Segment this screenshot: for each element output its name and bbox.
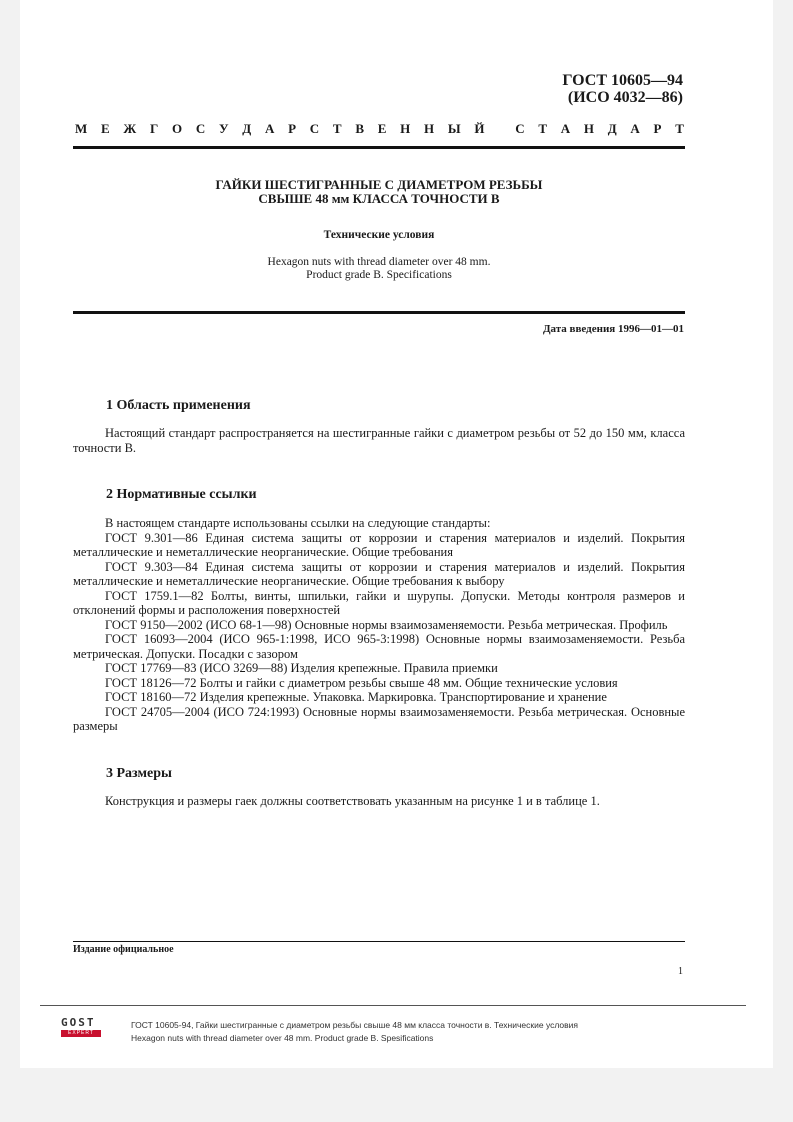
english-title-line-2: Product grade B. Specifications bbox=[306, 269, 452, 281]
title-line-1: ГАЙКИ ШЕСТИГРАННЫЕ С ДИАМЕТРОМ РЕЗЬБЫ bbox=[215, 177, 543, 192]
section-1-heading: 1 Область применения bbox=[106, 398, 251, 413]
footer-caption bbox=[131, 1019, 578, 1045]
logo-gost-text: GOST bbox=[61, 1016, 96, 1029]
title-rule bbox=[73, 311, 685, 314]
bottom-rule bbox=[73, 941, 685, 942]
english-title-line-1: Hexagon nuts with thread diameter over 48 mm. bbox=[267, 256, 491, 268]
section-1-paragraph: Настоящий стандарт распространяется на шестигранные гайки с диаметром резьбы от 52 до 150 мм, класса точности В. bbox=[73, 426, 685, 455]
reference-item: ГОСТ 18160—72 Изделия крепежные. Упаковка. Маркировка. Транспортирование и хранение bbox=[105, 690, 607, 704]
reference-item: ГОСТ 9.303—84 Единая система защиты от коррозии и старения материалов и изделий. Покрытия металлические и неметаллические неорганические. Общие требования к выбору bbox=[73, 559, 685, 588]
document-subtitle: Технические условия bbox=[323, 229, 435, 241]
title-line-2: СВЫШЕ 48 мм КЛАССА ТОЧНОСТИ В bbox=[258, 191, 500, 206]
reference-item: ГОСТ 18126—72 Болты и гайки с диаметром резьбы свыше 48 мм. Общие технические условия bbox=[105, 675, 618, 690]
official-edition: Издание официальное bbox=[73, 944, 174, 955]
reference-item: ГОСТ 17769—83 (ИСО 3269—88) Изделия крепежные. Правила приемки bbox=[105, 661, 498, 675]
section-2-references bbox=[73, 516, 685, 734]
interstate-standard-label: М Е Ж Г О С У Д А Р С Т В Е Н Н Ы Й С Т А Н Д А Р Т bbox=[75, 121, 684, 136]
section-2-heading: 2 Нормативные ссылки bbox=[106, 487, 257, 502]
section-1-text bbox=[73, 426, 685, 455]
section-3-text bbox=[73, 794, 685, 809]
reference-item: ГОСТ 9150—2002 (ИСО 68-1—98) Основные нормы взаимозаменяемости. Резьба метрическая. Профиль bbox=[105, 617, 668, 632]
reference-item: ГОСТ 16093—2004 (ИСО 965-1:1998, ИСО 965-3:1998) Основные нормы взаимозаменяемости. Резьба метрическая. Допуски. Посадки с зазором bbox=[73, 632, 685, 661]
reference-item: ГОСТ 24705—2004 (ИСО 724:1993) Основные нормы взаимозаменяемости. Резьба метрическая. Основные размеры bbox=[73, 704, 685, 733]
english-title bbox=[73, 256, 685, 282]
gost-number: ГОСТ 10605—94 bbox=[562, 72, 683, 89]
footer-line-ru: ГОСТ 10605-94, Гайки шестигранные с диаметром резьбы свыше 48 мм класса точности в. Технические условия bbox=[131, 1020, 579, 1030]
iso-number: (ИСО 4032—86) bbox=[567, 89, 683, 106]
gost-code-block bbox=[562, 72, 683, 106]
reference-item: ГОСТ 9.301—86 Единая система защиты от коррозии и старения материалов и изделий. Покрытия металлические и неметаллические неорганические. Общие требования bbox=[73, 530, 685, 559]
footer-line-en: Hexagon nuts with thread diameter over 48 mm. Product grade B. Spesifications bbox=[131, 1033, 434, 1043]
document-title bbox=[73, 178, 685, 206]
reference-item: В настоящем стандарте использованы ссылки на следующие стандарты: bbox=[105, 516, 491, 530]
reference-item: ГОСТ 1759.1—82 Болты, винты, шпильки, гайки и шурупы. Допуски. Методы контроля размеров и отклонений формы и расположения поверхностей bbox=[73, 588, 685, 617]
gost-expert-logo[interactable] bbox=[61, 1017, 101, 1037]
section-3-paragraph: Конструкция и размеры гаек должны соответствовать указанным на рисунке 1 и в таблице 1. bbox=[105, 794, 600, 808]
header-rule bbox=[73, 146, 685, 149]
document-page bbox=[20, 0, 773, 1068]
introduction-date: Дата введения 1996—01—01 bbox=[542, 323, 684, 335]
logo-expert-text: EXPERT bbox=[61, 1030, 101, 1037]
page-number: 1 bbox=[678, 966, 683, 977]
footer-divider bbox=[40, 1005, 746, 1006]
section-3-heading: 3 Размеры bbox=[106, 766, 172, 781]
